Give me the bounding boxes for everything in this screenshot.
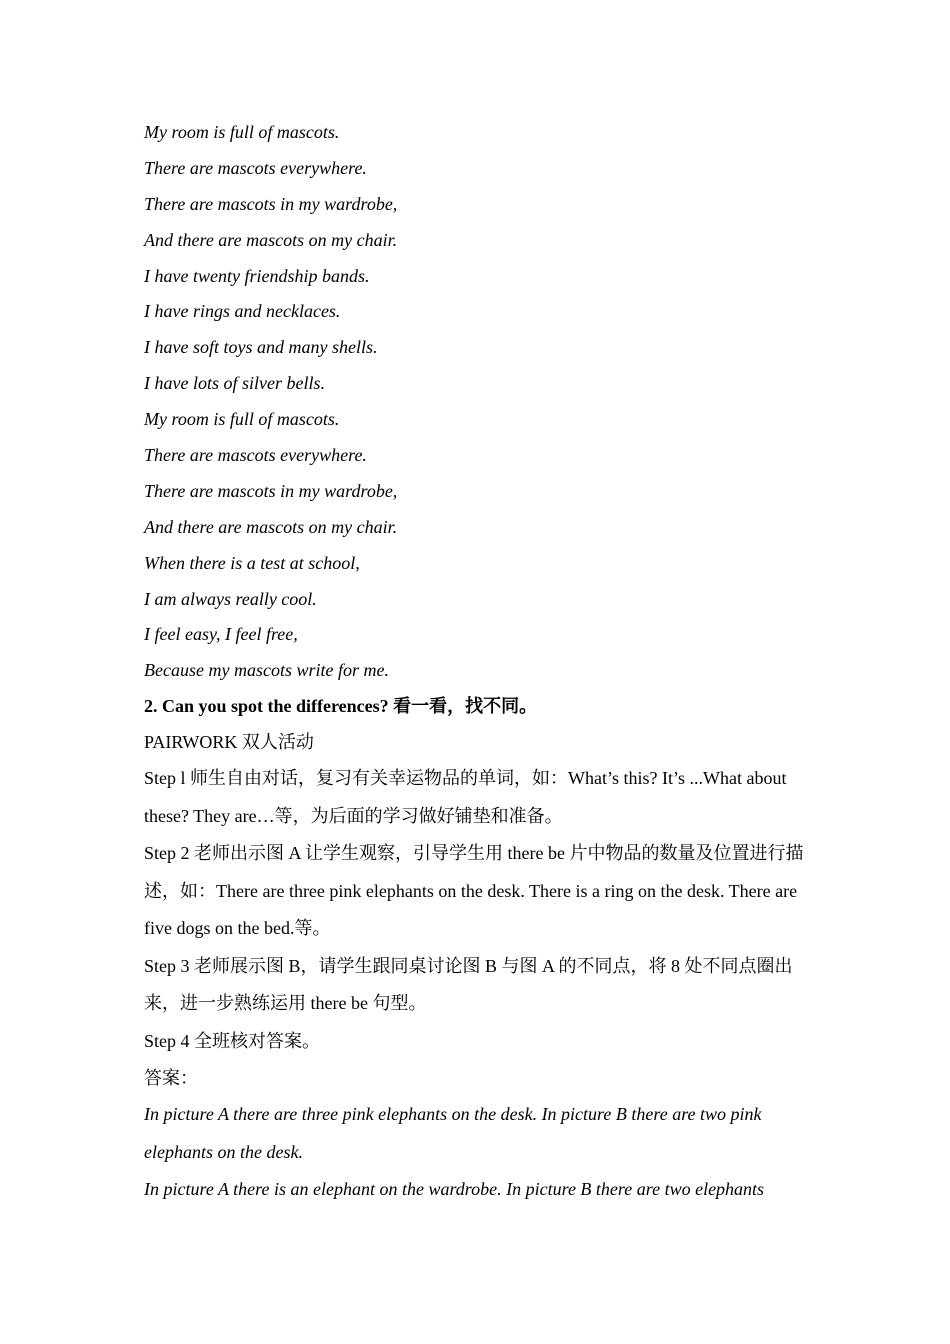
poem-line: I have twenty friendship bands. — [144, 265, 370, 286]
poem — [144, 114, 814, 688]
poem-line: I have rings and necklaces. — [144, 301, 341, 322]
step-paragraph: Step 3 老师展示图 B，请学生跟同桌讨论图 B 与图 A 的不同点，将 8 处不同点圈出来，进一步熟练运用 there be 句型。 — [144, 955, 793, 1014]
poem-line: I have soft toys and many shells. — [144, 337, 378, 358]
steps-list — [144, 760, 814, 1060]
poem-line: There are mascots in my wardrobe, — [144, 193, 398, 214]
step-paragraph: Step 2 老师出示图 A 让学生观察，引导学生用 there be 片中物品的数量及位置进行描述，如：There are three pink elephants on the desk. There is a ring on the desk. There are five dogs on the bed.等。 — [144, 843, 804, 939]
activity-label: PAIRWORK 双人活动 — [144, 732, 314, 753]
document-page — [144, 114, 814, 1209]
poem-line: Because my mascots write for me. — [144, 660, 389, 681]
poem-line: There are mascots in my wardrobe, — [144, 480, 398, 501]
section-heading: 2. Can you spot the differences? 看一看，找不同。 — [144, 696, 538, 717]
poem-line: I have lots of silver bells. — [144, 373, 325, 394]
poem-line: And there are mascots on my chair. — [144, 516, 398, 537]
answers-list — [144, 1096, 814, 1209]
step-paragraph: Step l 师生自由对话，复习有关幸运物品的单词，如：What’s this? It’s ...What about these? They are…等，为后面的学习做好铺垫和准备。 — [144, 768, 787, 826]
answer-paragraph: In picture A there are three pink elephants on the desk. In picture B there are two pink elephants on the desk. — [144, 1104, 762, 1162]
poem-line: There are mascots everywhere. — [144, 157, 367, 178]
poem-line: My room is full of mascots. — [144, 122, 340, 142]
poem-line: I feel easy, I feel free, — [144, 624, 298, 645]
poem-line: There are mascots everywhere. — [144, 445, 367, 466]
answer-paragraph: In picture A there is an elephant on the wardrobe. In picture B there are two elephants — [144, 1179, 765, 1200]
poem-line: When there is a test at school, — [144, 552, 360, 573]
poem-line: And there are mascots on my chair. — [144, 229, 398, 250]
poem-line: I am always really cool. — [144, 588, 317, 609]
step-paragraph: Step 4 全班核对答案。 — [144, 1030, 321, 1051]
poem-line: My room is full of mascots. — [144, 409, 340, 430]
answer-label: 答案： — [144, 1068, 198, 1089]
